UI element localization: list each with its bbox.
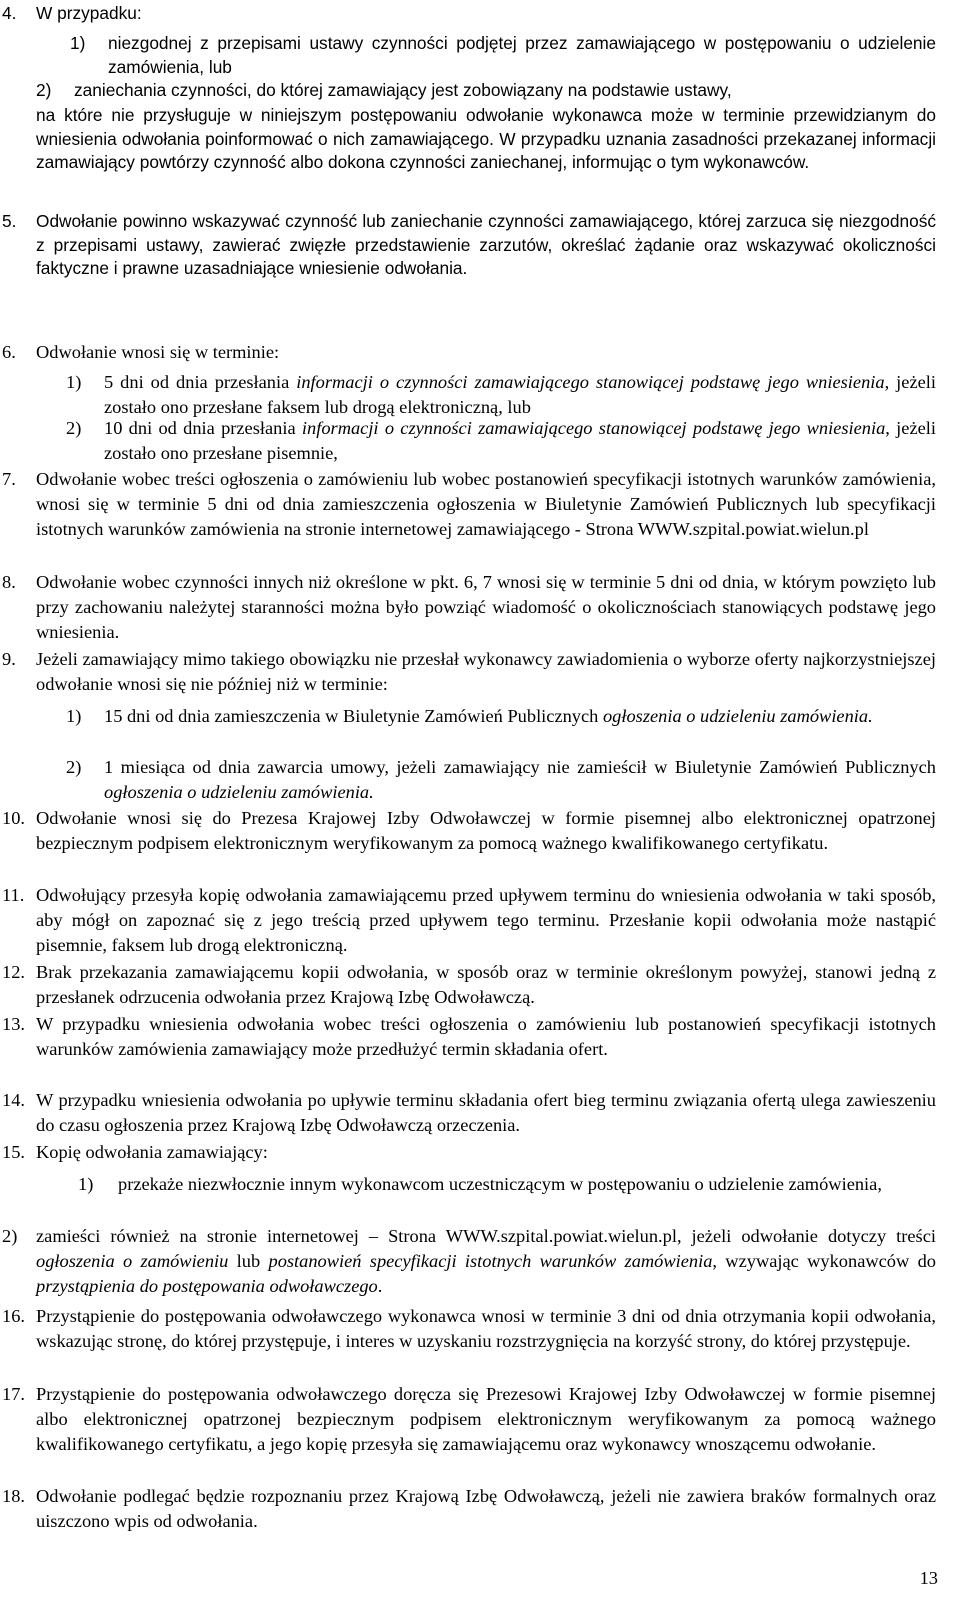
item-9-sub-2-number: 2) [66, 757, 82, 777]
item-14-number: 14. [2, 1090, 25, 1110]
item-11-number: 11. [2, 885, 25, 905]
item-6-sub-1-number: 1) [66, 372, 82, 392]
item-9-sub-1-number: 1) [66, 706, 82, 726]
item-6-sub-2-number: 2) [66, 418, 82, 438]
item-14-text: W przypadku wniesienia odwołania po upływie terminu składania ofert bieg terminu związania ofertą ulega zawieszeniu do czasu ogłoszenia przez Krajową Izbę Odwoławczą orzeczenia. [36, 1090, 936, 1135]
item-17-text: Przystąpienie do postępowania odwoławczego doręcza się Prezesowi Krajowej Izby Odwoławczej w formie pisemnej albo elektronicznej opatrzonej bezpiecznym podpisem elektronicznym weryfikowanym za pomocą ważnego kwalifikowanego certyfikatu, a jego kopię przesyła się zamawiającemu oraz wykonawcy wnoszącemu odwołanie. [36, 1384, 936, 1454]
item-15-sub-1-number: 1) [78, 1174, 94, 1194]
item-7-number: 7. [2, 469, 16, 489]
item-18-text: Odwołanie podlegać będzie rozpoznaniu przez Krajową Izbę Odwoławczą, jeżeli nie zawiera braków formalnych oraz uiszczono wpis od odwołania. [36, 1486, 936, 1531]
item-6-sub-2-text: 10 dni od dnia przesłania informacji o czynności zamawiającego stanowiącej podstawę jego wniesienia, jeżeli zostało ono przesłane pisemnie, [104, 418, 936, 463]
item-9-number: 9. [2, 649, 16, 669]
item-5-text: Odwołanie powinno wskazywać czynność lub zaniechanie czynności zamawiającego, której zarzuca się niezgodność z przepisami ustawy, zawierać zwięzłe przedstawienie zarzutów, określać żądanie oraz wskazywać okoliczności faktyczne i prawne uzasadniające wniesienie odwołania. [36, 211, 936, 278]
item-7-text: Odwołanie wobec treści ogłoszenia o zamówieniu lub wobec postanowień specyfikacji istotnych warunków zamówienia, wnosi się w terminie 5 dni od dnia zamieszczenia ogłoszenia w Biuletynie Zamówień Publicznych lub specyfikacji istotnych warunków zamówienia na stronie internetowej zamawiającego - Strona WWW.szpital.powiat.wielun.pl [36, 469, 936, 539]
item-4-number: 4. [2, 3, 17, 23]
item-6-number: 6. [2, 342, 16, 362]
page-number: 13 [919, 1568, 938, 1588]
item-9-text: Jeżeli zamawiający mimo takiego obowiązku nie przesłał wykonawcy zawiadomienia o wyborze oferty najkorzystniejszej odwołanie wnosi się nie później niż w terminie: [36, 649, 936, 694]
item-15-number: 15. [2, 1142, 25, 1162]
item-11-text: Odwołujący przesyła kopię odwołania zamawiającemu przed upływem terminu do wniesienia odwołania w taki sposób, aby mógł on zapoznać się z jego treścią przed upływem tego terminu. Przesłanie kopii odwołania może nastąpić pisemnie, faksem lub drogą elektroniczną. [36, 885, 936, 955]
item-5-number: 5. [2, 211, 17, 231]
item-13-number: 13. [2, 1014, 25, 1034]
item-17-number: 17. [2, 1384, 25, 1404]
item-10-number: 10. [2, 808, 25, 828]
item-4-title: W przypadku: [36, 3, 142, 23]
item-18-number: 18. [2, 1486, 25, 1506]
item-6-text: Odwołanie wnosi się w terminie: [36, 342, 280, 362]
item-13-text: W przypadku wniesienia odwołania wobec treści ogłoszenia o zamówieniu lub postanowień specyfikacji istotnych warunków zamówienia zamawiający może przedłużyć termin składania ofert. [36, 1014, 936, 1059]
item-4-sub-2-text: zaniechania czynności, do której zamawiający jest zobowiązany na podstawie ustawy, [74, 80, 732, 100]
item-12-number: 12. [2, 962, 25, 982]
item-15-sub-1-text: przekaże niezwłocznie innym wykonawcom uczestniczącym w postępowaniu o udzielenie zamówienia, [118, 1174, 882, 1194]
item-9-sub-2-text: 1 miesiąca od dnia zawarcia umowy, jeżeli zamawiający nie zamieścił w Biuletynie Zamówień Publicznych ogłoszenia o udzieleniu zamówienia. [104, 757, 936, 802]
item-4-sub-1-number: 1) [70, 33, 86, 53]
item-16-number: 16. [2, 1306, 25, 1326]
item-8-text: Odwołanie wobec czynności innych niż określone w pkt. 6, 7 wnosi się w terminie 5 dni od dnia, w którym powzięto lub przy zachowaniu należytej staranności można było powziąć wiadomość o okolicznościach stanowiących podstawę jego wniesienia. [36, 572, 936, 642]
item-15-sub-2-number: 2) [2, 1226, 18, 1246]
item-15-text: Kopię odwołania zamawiający: [36, 1142, 268, 1162]
item-6-sub-1-text: 5 dni od dnia przesłania informacji o czynności zamawiającego stanowiącej podstawę jego wniesienia, jeżeli zostało ono przesłane faksem lub drogą elektroniczną, lub [104, 372, 936, 417]
item-4-sub-1-text: niezgodnej z przepisami ustawy czynności podjętej przez zamawiającego w postępowaniu o udzielenie zamówienia, lub [108, 33, 936, 77]
item-12-text: Brak przekazania zamawiającemu kopii odwołania, w sposób oraz w terminie określonym powyżej, stanowi jedną z przesłanek odrzucenia odwołania przez Krajową Izbę Odwoławczą. [36, 962, 936, 1007]
item-4-sub-2-number: 2) [36, 80, 52, 100]
item-10-text: Odwołanie wnosi się do Prezesa Krajowej Izby Odwoławczej w formie pisemnej albo elektronicznej opatrzonej bezpiecznym podpisem elektronicznym weryfikowanym za pomocą ważnego kwalifikowanego certyfikatu. [36, 808, 936, 853]
item-8-number: 8. [2, 572, 16, 592]
item-4-continuation: na które nie przysługuje w niniejszym postępowaniu odwołanie wykonawca może w terminie przewidzianym do wniesienia odwołania poinformować o nich zamawiającego. W przypadku uznania zasadności przekazanej informacji zamawiający powtórzy czynność albo dokona czynności zaniechanej, informując o tym wykonawców. [36, 105, 936, 172]
item-15-sub-2-text: zamieści również na stronie internetowej – Strona WWW.szpital.powiat.wielun.pl, jeżeli odwołanie dotyczy treści ogłoszenia o zamówieniu lub postanowień specyfikacji istotnych warunków zamówienia, wzywając wykonawców do przystąpienia do postępowania odwoławczego. [36, 1226, 936, 1296]
item-9-sub-1-text: 15 dni od dnia zamieszczenia w Biuletynie Zamówień Publicznych ogłoszenia o udzieleniu zamówienia. [104, 706, 873, 726]
item-16-text: Przystąpienie do postępowania odwoławczego wykonawca wnosi w terminie 3 dni od dnia otrzymania kopii odwołania, wskazując stronę, do której przystępuje, i interes w uzyskaniu rozstrzygnięcia na korzyść strony, do której przystępuje. [36, 1306, 936, 1351]
